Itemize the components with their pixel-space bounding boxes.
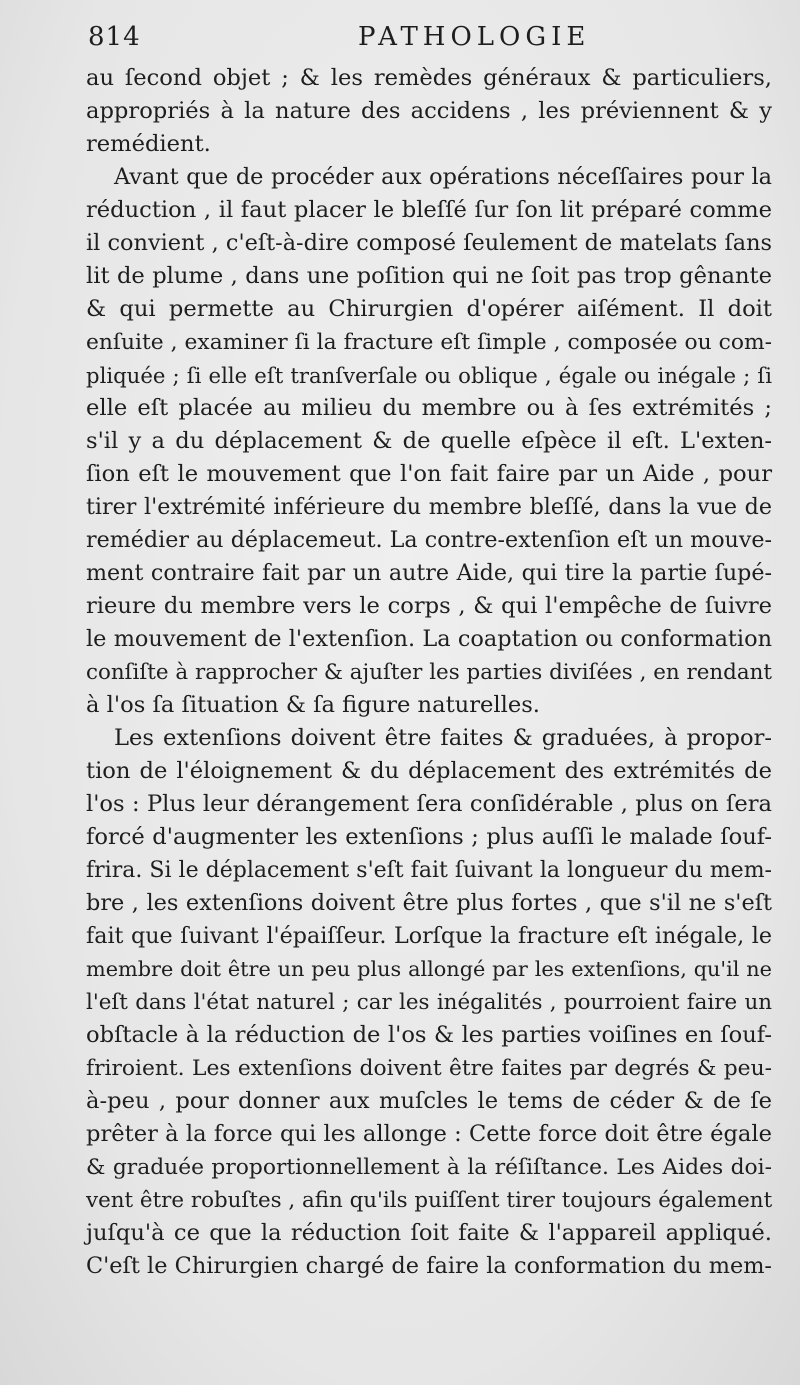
text-line: à-peu , pour donner aux muſcles le tems de céder & de ſe	[86, 1088, 772, 1114]
paragraph	[86, 161, 772, 722]
paragraph	[86, 62, 772, 161]
text-line: lit de plume , dans une poſition qui ne ſoit pas trop gênante	[86, 263, 772, 289]
text-line: remédient.	[86, 131, 211, 157]
text-line: appropriés à la nature des accidens , les préviennent & y	[86, 98, 772, 124]
page-header	[88, 22, 778, 58]
text-line: rieure du membre vers le corps , & qui l'empêche de ſuivre	[86, 593, 772, 619]
paragraph	[86, 722, 772, 1283]
text-line: friroient. Les extenſions doivent être faites par degrés & peu-	[86, 1056, 772, 1081]
text-line: remédier au déplacemeut. La contre-extenſion eſt un mouve-	[86, 527, 772, 553]
text-line: le mouvement de l'extenſion. La coaptation ou conformation	[86, 626, 772, 652]
text-line: il convient , c'eſt-à-dire composé ſeulement de matelats ſans	[86, 230, 772, 256]
text-line: l'os : Plus leur dérangement ſera conſidérable , plus on ſera	[86, 791, 772, 817]
text-line: C'eſt le Chirurgien chargé de faire la conformation du mem-	[86, 1253, 772, 1279]
text-line: réduction , il faut placer le bleſſé ſur ſon lit préparé comme	[86, 197, 772, 223]
text-line: obſtacle à la réduction de l'os & les parties voiſines en ſouf-	[86, 1022, 772, 1048]
text-line: enſuite , examiner ſi la fracture eſt ſimple , composée ou com-	[86, 330, 772, 355]
running-head: PATHOLOGIE	[358, 22, 591, 52]
text-line: conſiſte à rapprocher & ajuſter les parties diviſées , en rendant	[86, 660, 772, 685]
text-line: & graduée proportionnellement à la réſiſtance. Les Aides doi-	[86, 1155, 772, 1180]
text-line: pliquée ; ſi elle eſt tranſverſale ou oblique , égale ou inégale ; ſi	[86, 363, 772, 388]
text-line: l'eſt dans l'état naturel ; car les inégalités , pourroient faire un	[86, 990, 772, 1015]
text-line: tion de l'éloignement & du déplacement des extrémités de	[86, 758, 772, 784]
text-line: & qui permette au Chirurgien d'opérer aiſément. Il doit	[86, 296, 772, 322]
text-line: ſion eſt le mouvement que l'on fait faire par un Aide , pour	[86, 461, 772, 487]
text-line: juſqu'à ce que la réduction ſoit faite & l'appareil appliqué.	[86, 1220, 772, 1246]
text-line: fait que ſuivant l'épaiſſeur. Lorſque la fracture eſt inégale, le	[86, 923, 772, 949]
text-line: ment contraire fait par un autre Aide, qui tire la partie ſupé-	[86, 560, 772, 586]
text-line: elle eſt placée au milieu du membre ou à ſes extrémités ;	[86, 395, 772, 421]
text-line: forcé d'augmenter les extenſions ; plus auſſi le malade ſouf-	[86, 824, 772, 850]
text-line: au ſecond objet ; & les remèdes généraux & particuliers,	[86, 65, 772, 91]
page-body	[86, 62, 772, 1283]
text-line: s'il y a du déplacement & de quelle eſpèce il eſt. L'exten-	[86, 428, 772, 454]
text-line: frira. Si le déplacement s'eſt fait ſuivant la longueur du mem-	[86, 858, 772, 883]
text-line: membre doit être un peu plus allongé par les extenſions, qu'il ne	[86, 957, 772, 981]
text-line: vent être robuſtes , afin qu'ils puiſſent tirer toujours également	[86, 1188, 773, 1213]
text-line: Les extenſions doivent être faites & graduées, à propor-	[114, 725, 772, 751]
page-number: 814	[88, 22, 141, 52]
text-line: Avant que de procéder aux opérations néceſſaires pour la	[114, 164, 772, 190]
text-line: tirer l'extrémité inférieure du membre bleſſé, dans la vue de	[86, 494, 772, 520]
text-line: prêter à la force qui les allonge : Cette force doit être égale	[86, 1121, 772, 1147]
text-line: à l'os ſa ſituation & ſa figure naturelles.	[86, 692, 540, 718]
text-line: bre , les extenſions doivent être plus fortes , que s'il ne s'eſt	[86, 890, 772, 916]
